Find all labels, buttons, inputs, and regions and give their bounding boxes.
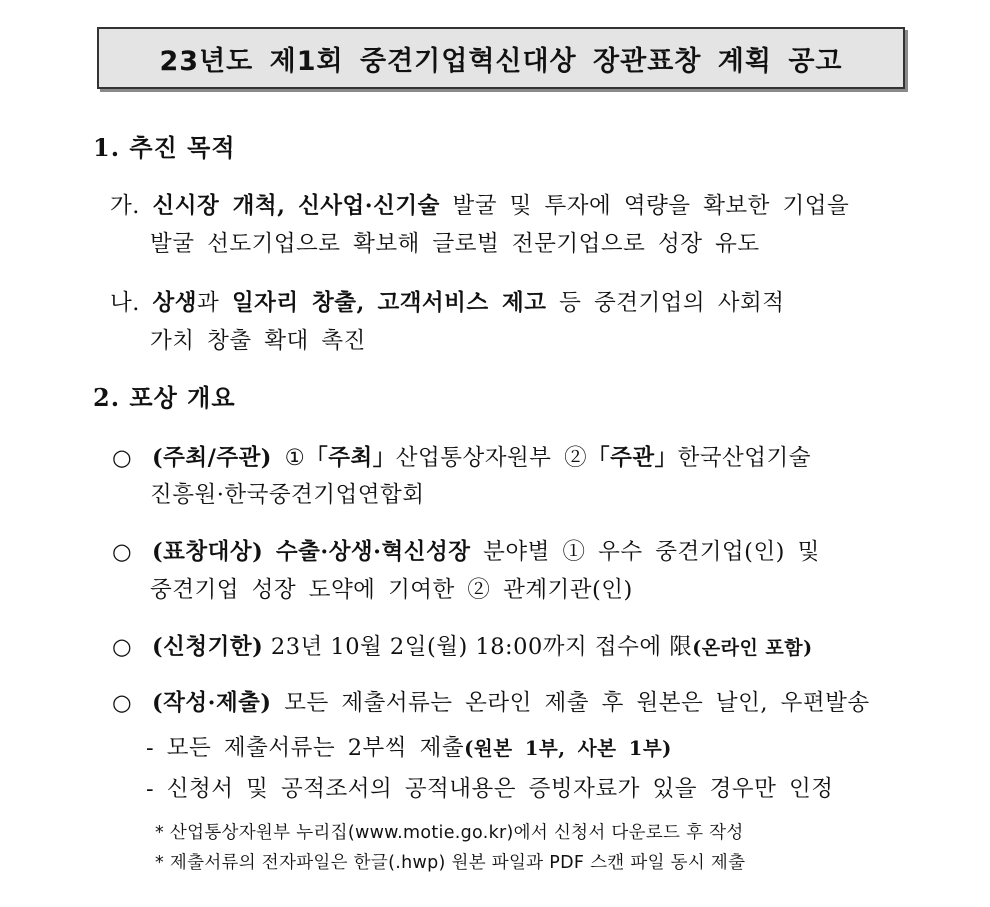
host-number-1: ①	[284, 445, 306, 471]
item-na-bold-1: 상생	[152, 290, 198, 316]
host-label: (주최/주관)	[152, 445, 272, 471]
host-item	[112, 443, 811, 473]
deadline-text: 23년 10월 2일(월) 18:00까지 접수에 限	[270, 634, 693, 660]
item-na-bold-3: 고객서비스 제고	[377, 290, 547, 316]
note-download: * 산업통상자원부 누리집(www.motie.go.kr)에서 신청서 다운로드 후 작성	[155, 823, 744, 843]
submit-sub-item-1	[146, 733, 672, 764]
item-na-comma: ,	[356, 290, 365, 316]
deadline-note: (온라인 포함)	[692, 637, 813, 659]
target-fields: 수출·상생·혁신성장	[275, 539, 471, 565]
host-key-1: 「주최」	[305, 445, 396, 471]
host-number-2: ②	[564, 445, 588, 471]
item-ga-bold-2: 신사업·신기술	[298, 193, 440, 219]
section1-item-ga	[110, 191, 849, 221]
item-ga-marker: 가.	[110, 193, 140, 219]
submit-sub-item-2: - 신청서 및 공적조서의 공적내용은 증빙자료가 있을 경우만 인정	[146, 776, 834, 802]
deadline-label: (신청기한)	[152, 634, 264, 660]
submit-item	[112, 688, 870, 718]
submit-label: (작성·제출)	[152, 690, 272, 716]
item-na-text-3: 등 중견기업의 사회적	[559, 290, 785, 316]
section2-heading: 2. 포상 개요	[93, 383, 236, 412]
host-value-2: 한국산업기술	[677, 445, 811, 471]
host-item-continued: 진흥원·한국중견기업연합회	[150, 482, 425, 508]
bullet-circle: ○	[112, 539, 133, 565]
host-key-2: 「주관」	[587, 445, 678, 471]
section1-item-na	[110, 288, 785, 318]
target-item	[112, 537, 820, 567]
item-na-bold-2: 일자리 창출	[231, 290, 357, 316]
bullet-circle: ○	[112, 634, 133, 660]
submit-sub1-text: - 모든 제출서류는 2부씩 제출	[146, 735, 465, 761]
item-ga-text: 발굴 및 투자에 역량을 확보한 기업을	[452, 193, 850, 219]
host-value-1: 산업통상자원부	[395, 445, 552, 471]
item-na-marker: 나.	[110, 290, 140, 316]
section1-item-na-continued: 가치 창출 확대 촉진	[150, 328, 366, 354]
item-ga-comma: ,	[277, 193, 286, 219]
document-title: 23년도 제1회 중견기업혁신대상 장관표창 계획 공고	[159, 45, 843, 77]
target-text: 분야별 ① 우수 중견기업(인) 및	[483, 539, 820, 565]
bullet-circle: ○	[112, 690, 133, 716]
title-box	[97, 27, 905, 89]
target-label: (표창대상)	[152, 539, 264, 565]
submit-text: 모든 제출서류는 온라인 제출 후 원본은 날인, 우편발송	[284, 690, 870, 716]
section1-heading: 1. 추진 목적	[93, 133, 236, 162]
item-ga-bold-1: 신시장 개척	[152, 193, 278, 219]
bullet-circle: ○	[112, 445, 133, 471]
submit-sub1-bold: (원본 1부, 사본 1부)	[464, 737, 672, 760]
item-na-text-1: 과	[197, 290, 220, 316]
deadline-item	[112, 632, 813, 663]
section1-item-ga-continued: 발굴 선도기업으로 확보해 글로벌 전문기업으로 성장 유도	[150, 231, 760, 257]
note-files: * 제출서류의 전자파일은 한글(.hwp) 원본 파일과 PDF 스캔 파일 동시 제출	[155, 853, 746, 873]
target-item-continued: 중견기업 성장 도약에 기여한 ② 관계기관(인)	[150, 577, 633, 603]
